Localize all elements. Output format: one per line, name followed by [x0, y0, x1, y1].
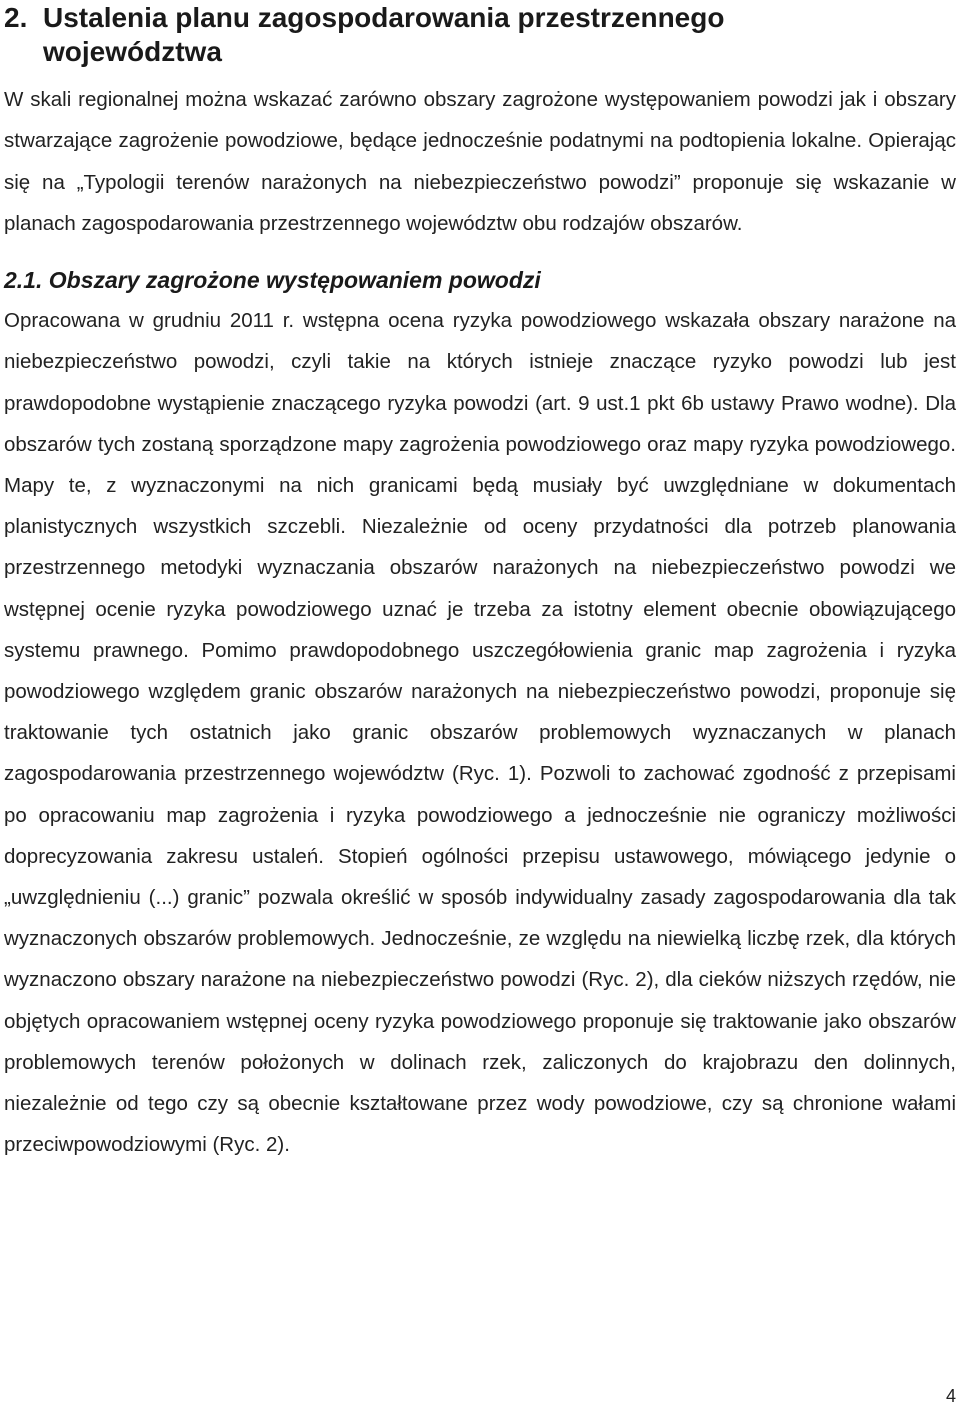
section-title-line1: Ustalenia planu zagospodarowania przestrzennego: [43, 2, 725, 33]
document-page: [4, 0, 956, 1165]
intro-paragraph: W skali regionalnej można wskazać zarówno obszary zagrożone występowaniem powodzi jak i obszary stwarzające zagrożenie powodziowe, będące jednocześnie podatnymi na podtopienia lokalne. Opierając się na „Typologii terenów narażonych na niebezpieczeństwo powodzi” proponuje się wskazanie w planach zagospodarowania przestrzennego województw obu rodzajów obszarów.: [4, 88, 956, 235]
page-number: 4: [945, 1386, 956, 1406]
subsection-heading: 2.1. Obszary zagrożone występowaniem powodzi: [4, 267, 541, 294]
section-title-line2: województwa: [43, 36, 222, 67]
body-paragraph: Opracowana w grudniu 2011 r. wstępna ocena ryzyka powodziowego wskazała obszary narażone na niebezpieczeństwo powodzi, czyli takie na których istnieje znaczące ryzyko powodzi lub jest prawdopodobne wystąpienie znaczącego ryzyka powodzi (art. 9 ust.1 pkt 6b ustawy Prawo wodne). Dla obszarów tych zostaną sporządzone mapy zagrożenia powodziowego oraz mapy ryzyka powodziowego. Mapy te, z wyznaczonymi na nich granicami będą musiały być uwzględniane w dokumentach planistycznych wszystkich szczebli. Niezależnie od oceny przydatności dla potrzeb planowania przestrzennego metodyki wyznaczania obszarów narażonych na niebezpieczeństwo powodzi we wstępnej ocenie ryzyka powodziowego uznać je trzeba za istotny element obecnie obowiązującego systemu prawnego. Pomimo prawdopodobnego uszczegółowienia granic map zagrożenia i ryzyka powodziowego względem granic obszarów narażonych na niebezpieczeństwo powodzi, proponuje się traktowanie tych ostatnich jako granic obszarów problemowych wyznaczanych w planach zagospodarowania przestrzennego województw (Ryc. 1). Pozwoli to zachować zgodność z przepisami po opracowaniu map zagrożenia i ryzyka powodziowego a jednocześnie nie ograniczy możliwości doprecyzowania zakresu ustaleń. Stopień ogólności przepisu ustawowego, mówiącego jedynie o „uwzględnieniu (...) granic” pozwala określić w sposób indywidualny zasady zagospodarowania dla tak wyznaczonych obszarów problemowych. Jednocześnie, ze względu na niewielką liczbę rzek, dla których wyznaczono obszary narażone na niebezpieczeństwo powodzi (Ryc. 2), dla cieków niższych rzędów, nie objętych opracowaniem wstępnej oceny ryzyka powodziowego proponuje się traktowanie jako obszarów problemowych terenów położonych w dolinach rzek, zaliczonych do krajobrazu den dolinnych, niezależnie od tego czy są obecnie kształtowane przez wody powodziowe, czy są chronione wałami przeciwpowodziowymi (Ryc. 2).: [4, 309, 956, 1157]
section-heading: [4, 0, 956, 69]
section-number: 2.: [4, 2, 28, 33]
